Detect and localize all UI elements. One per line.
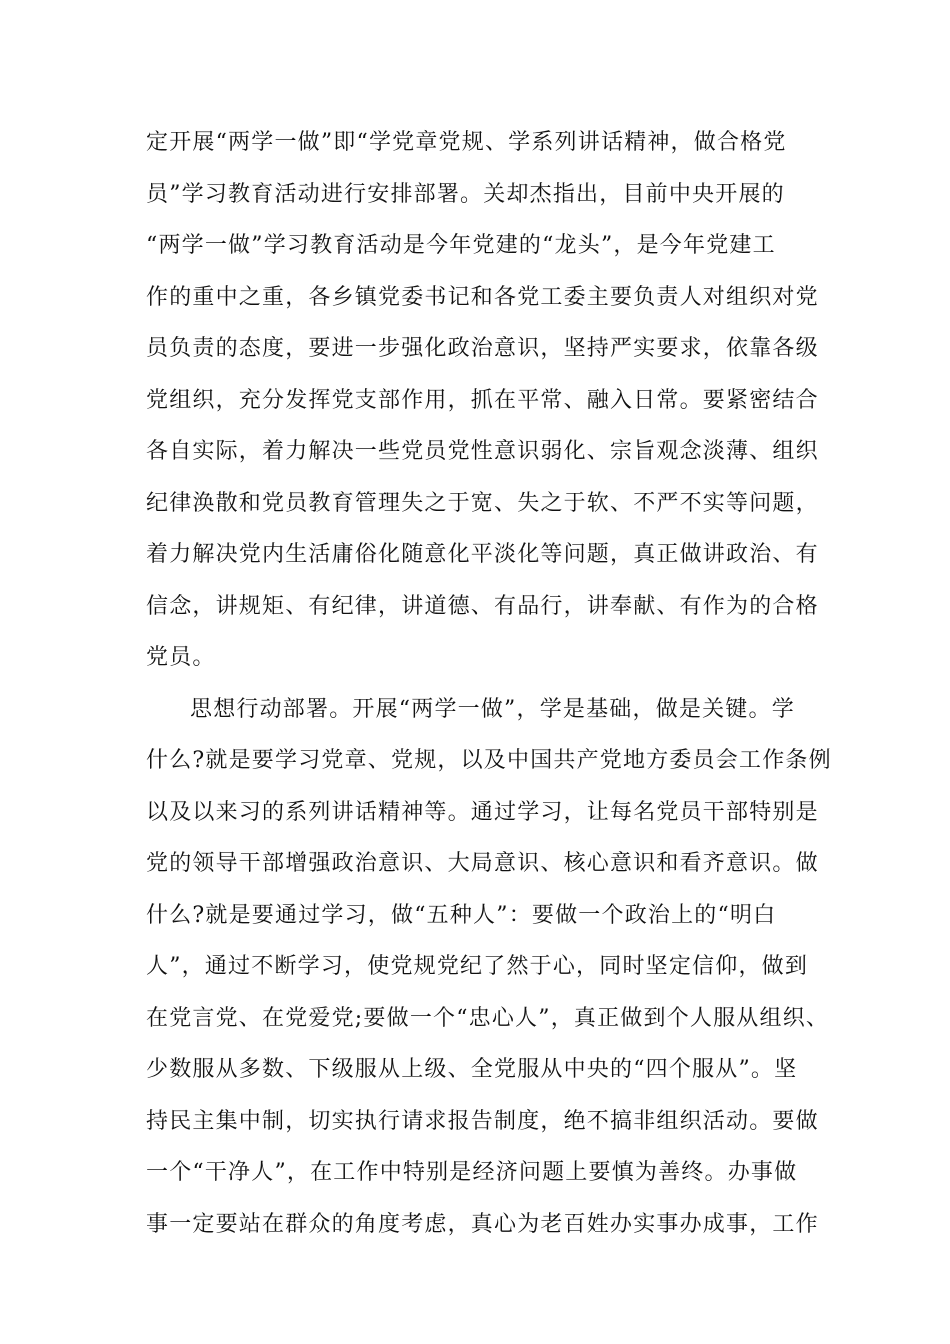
text-line: 什么?就是要通过学习，做“五种人”：要做一个政治上的“明白	[146, 902, 777, 928]
text-line: 以及以来习的系列讲话精神等。通过学习，让每名党员干部特别是	[146, 799, 819, 825]
text-line: 作的重中之重，各乡镇党委书记和各党工委主要负责人对组织对党	[146, 284, 819, 310]
text-line: 员”学习教育活动进行安排部署。关却杰指出，目前中央开展的	[146, 181, 785, 207]
text-line: 党员。	[146, 645, 216, 670]
paragraph-1	[146, 117, 836, 684]
text-line: 在党言党、在党爱党;要做一个“忠心人”，真正做到个人服从组织、	[146, 1005, 830, 1031]
text-line: 信念，讲规矩、有纪律，讲道德、有品行，讲奉献、有作为的合格	[146, 593, 819, 619]
text-line: 思想行动部署。开展“两学一做”，学是基础，做是关键。学	[190, 696, 795, 722]
text-line: 纪律涣散和党员教育管理失之于宽、失之于软、不严不实等问题，	[146, 490, 819, 516]
text-line: 各自实际，着力解决一些党员党性意识弱化、宗旨观念淡薄、组织	[146, 439, 819, 464]
text-line: 着力解决党内生活庸俗化随意化平淡化等问题，真正做讲政治、有	[146, 542, 819, 567]
body-text	[146, 117, 836, 1250]
text-line: 一个“干净人”，在工作中特别是经济问题上要慎为善终。办事做	[146, 1160, 798, 1185]
text-line: 党的领导干部增强政治意识、大局意识、核心意识和看齐意识。做	[146, 851, 819, 876]
text-line: 持民主集中制，切实执行请求报告制度，绝不搞非组织活动。要做	[146, 1108, 819, 1134]
text-line: 事一定要站在群众的角度考虑，真心为老百姓办实事办成事，工作	[146, 1211, 819, 1237]
text-line: 党组织，充分发挥党支部作用，抓在平常、融入日常。要紧密结合	[146, 387, 819, 413]
text-line: “两学一做”学习教育活动是今年党建的“龙头”，是今年党建工	[146, 233, 776, 258]
text-line: 少数服从多数、下级服从上级、全党服从中央的“四个服从”。坚	[146, 1057, 798, 1082]
paragraph-2	[146, 684, 836, 1251]
text-line: 定开展“两学一做”即“学党章党规、学系列讲话精神，做合格党	[146, 130, 787, 155]
text-line: 人”，通过不断学习，使党规党纪了然于心，同时坚定信仰，做到	[146, 954, 809, 979]
text-line: 什么?就是要学习党章、党规，以及中国共产党地方委员会工作条例	[146, 748, 832, 773]
text-line: 员负责的态度，要进一步强化政治意识，坚持严实要求，依靠各级	[146, 336, 819, 361]
